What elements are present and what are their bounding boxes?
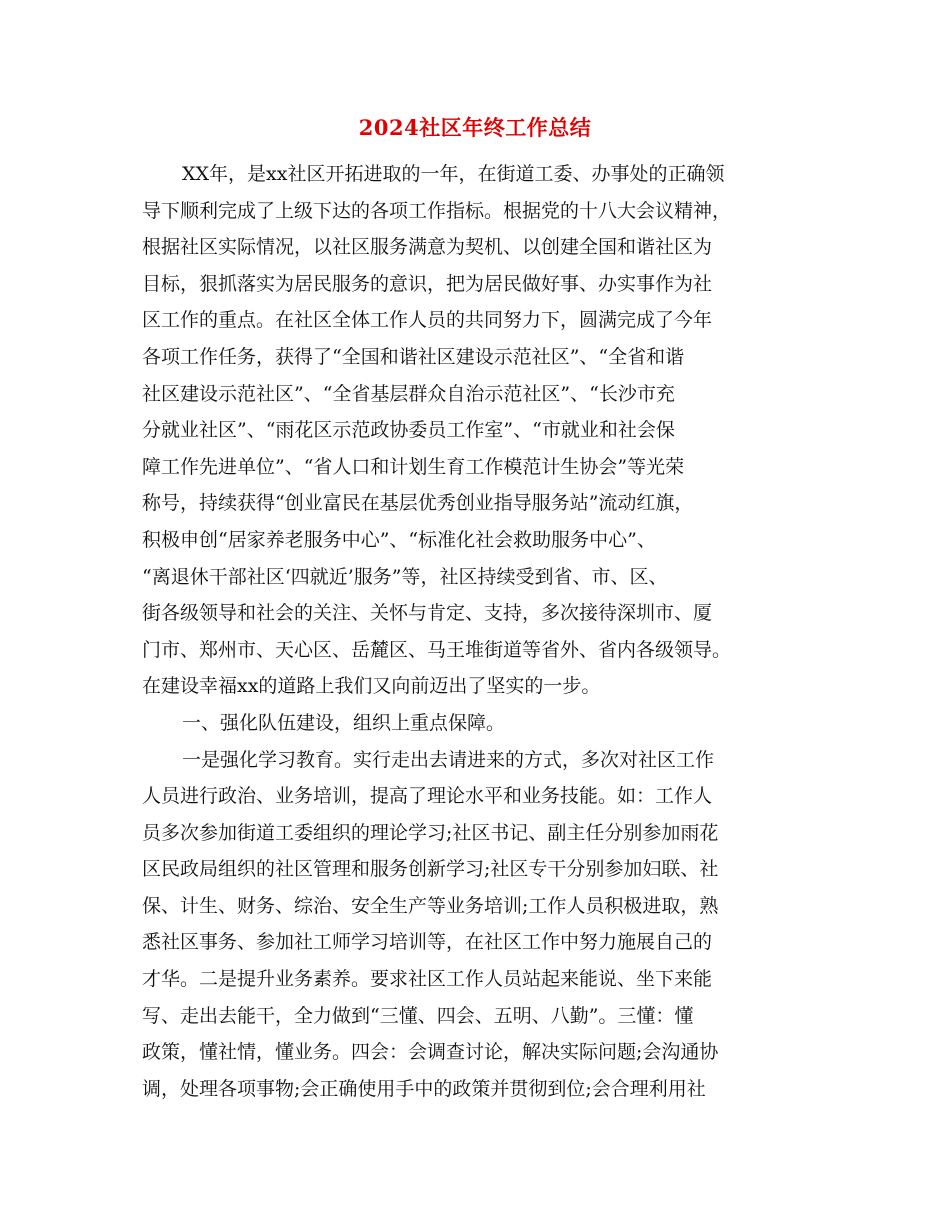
text-line: 保、计生、财务、综治、安全生产等业务培训;工作人员积极进取，熟 — [142, 894, 719, 917]
text-line: 调，处理各项事物;会正确使用手中的政策并贯彻到位;会合理利用社 — [142, 1077, 706, 1100]
text-line: 各项工作任务，获得了“全国和谐社区建设示范社区”、“全省和谐 — [142, 345, 685, 368]
text-line: 积极申创“居家养老服务中心”、“标准化社会救助服务中心”、 — [142, 528, 656, 551]
text-line: 目标，狠抓落实为居民服务的意识，把为居民做好事、办实事作为社 — [142, 272, 713, 295]
text-line: 根据社区实际情况，以社区服务满意为契机、以创建全国和谐社区为 — [142, 236, 713, 259]
document-body — [142, 156, 814, 1107]
text-line: 才华。二是提升业务素养。要求社区工作人员站起来能说、坐下来能 — [142, 968, 713, 991]
text-line: 政策，懂社情，懂业务。四会：会调查讨论，解决实际问题;会沟通协 — [142, 1041, 719, 1064]
text-line: 街各级领导和社会的关注、关怀与肯定、支持，多次接待深圳市、厦 — [142, 602, 713, 625]
text-line: 社区建设示范社区”、“全省基层群众自治示范社区”、“长沙市充 — [142, 382, 675, 405]
text-line: 在建设幸福xx的道路上我们又向前迈出了坚实的一步。 — [142, 675, 601, 698]
text-line: XX年，是xx社区开拓进取的一年，在街道工委、办事处的正确领 — [182, 163, 725, 185]
text-line: 导下顺利完成了上级下达的各项工作指标。根据党的十八大会议精神， — [142, 199, 732, 222]
text-line: 一是强化学习教育。实行走出去请进来的方式，多次对社区工作 — [182, 748, 715, 771]
text-line: 障工作先进单位”、“省人口和计划生育工作模范计生协会”等光荣 — [142, 455, 685, 478]
document-title: 2024社区年终工作总结 — [358, 115, 592, 140]
text-line: 员多次参加街道工委组织的理论学习;社区书记、副主任分别参加雨花 — [142, 821, 719, 844]
text-line: 人员进行政治、业务培训，提高了理论水平和业务技能。如：工作人 — [142, 785, 713, 808]
text-line: 称号，持续获得“创业富民在基层优秀创业指导服务站”流动红旗， — [142, 492, 694, 515]
text-line: “离退休干部社区‘四就近’服务”等，社区持续受到省、市、区、 — [142, 565, 668, 588]
text-line: 区工作的重点。在社区全体工作人员的共同努力下，圆满完成了今年 — [142, 309, 713, 332]
text-line: 门市、郑州市、天心区、岳麓区、马王堆街道等省外、省内各级领导。 — [142, 638, 732, 661]
text-line: 分就业社区”、“雨花区示范政协委员工作室”、“市就业和社会保 — [142, 419, 675, 442]
text-line: 区民政局组织的社区管理和服务创新学习;社区专干分别参加妇联、社 — [142, 858, 719, 881]
text-line: 悉社区事务、参加社工师学习培训等，在社区工作中努力施展自己的 — [142, 931, 713, 954]
text-line: 写、走出去能干，全力做到“三懂、四会、五明、八勤”。三懂：懂 — [142, 1004, 694, 1027]
text-line: 一、强化队伍建设，组织上重点保障。 — [182, 711, 506, 734]
